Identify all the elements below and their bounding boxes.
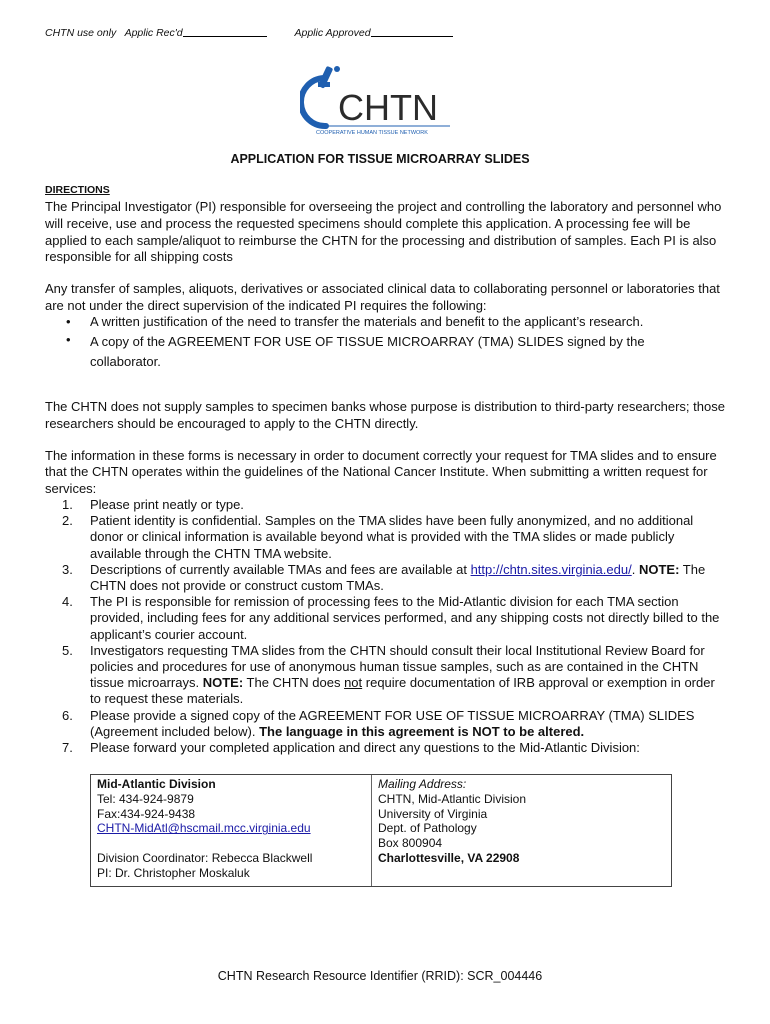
mailing-address-label: Mailing Address: [378, 777, 467, 791]
division-contact [97, 777, 365, 881]
information-paragraph: The information in these forms is necessary in order to document correctly your request for TMA slides and to ensure that the CHTN operates within the guidelines of the National Cancer Institute. When submitting a written request for services: [45, 448, 717, 496]
rrid-footer: CHTN Research Resource Identifier (RRID): SCR_004446 [217, 969, 543, 983]
specimen-banks-paragraph: The CHTN does not supply samples to specimen banks whose purpose is distribution to third-party researchers; those researchers should be encouraged to apply to the CHTN directly. [45, 399, 725, 431]
contact-table [90, 774, 672, 887]
pi-paragraph: The Principal Investigator (PI) responsible for overseeing the project and controlling the laboratory and personnel who will receive, use and process the requested specimens should complete this application. A processing fee will be applied to each sample/aliquot to reimburse the CHTN for the processing and distribution of samples. Each PI is also responsible for all shipping costs [45, 199, 722, 265]
address-city-line: Charlottesville, VA 22908 [378, 850, 520, 865]
principal-investigator: PI: Dr. Christopher Moskaluk [97, 865, 250, 880]
list-item: 5. Investigators requesting TMA slides from the CHTN should consult their local Institutional Review Board for policies and procedures for use of anonymous human tissue samples, such as are contained in the CHTN tissue microarrays. NOTE: The CHTN does not require documentation of IRB approval or exemption in order to request these materials. [62, 642, 715, 707]
address-line: Box 800904 [378, 836, 443, 851]
page-title: APPLICATION FOR TISSUE MICROARRAY SLIDES [230, 152, 530, 166]
applic-approved-label: Applic Approved [294, 27, 371, 39]
microscope-icon [300, 62, 460, 142]
telephone: Tel: 434-924-9879 [97, 791, 194, 806]
applic-approved-blank [371, 36, 453, 37]
bullet-icon: • [66, 314, 71, 329]
address-line: CHTN, Mid-Atlantic Division [378, 791, 527, 806]
address-line: University of Virginia [378, 806, 488, 821]
instructions-list [45, 497, 725, 756]
list-item: 2. Patient identity is confidential. Samples on the TMA slides have been fully anonymized, and no additional donor or clinical information is available beyond what is provided with the TMA slides or made publicly available through the CHTN TMA website. [62, 513, 694, 561]
list-item: 7. Please forward your completed application and direct any questions to the Mid-Atlantic Division: [62, 740, 640, 756]
list-item: 6. Please provide a signed copy of the AGREEMENT FOR USE OF TISSUE MICROARRAY (TMA) SLIDES (Agreement included below). The language in this agreement is NOT to be altered. [62, 707, 695, 739]
list-item: 1. Please print neatly or type. [62, 497, 244, 512]
list-item: 4. The PI is responsible for remission of processing fees to the Mid-Atlantic division for each TMA section provided, including fees for any additional services performed, and any shipping costs not directly billed to the applicant’s courier account. [62, 594, 720, 642]
office-use-header [45, 27, 453, 39]
email-link[interactable]: CHTN-MidAtl@hscmail.mcc.virginia.edu [97, 821, 311, 836]
column-divider [371, 775, 372, 886]
address-line: Dept. of Pathology [378, 821, 477, 836]
applic-recd-label: Applic Rec'd [124, 27, 183, 39]
logo-tagline: COOPERATIVE HUMAN TISSUE NETWORK [316, 130, 428, 136]
mailing-address [378, 777, 663, 866]
chtn-logo [300, 62, 460, 142]
division-coordinator: Division Coordinator: Rebecca Blackwell [97, 850, 313, 865]
directions-heading: DIRECTIONS [45, 184, 110, 196]
chtn-website-link[interactable]: http://chtn.sites.virginia.edu/ [470, 561, 632, 577]
division-name: Mid-Atlantic Division [97, 777, 216, 791]
bullet-icon: • [66, 332, 71, 347]
applic-recd-blank [183, 36, 267, 37]
logo-wordmark: CHTN [338, 87, 438, 128]
chtn-use-only-label: CHTN use only [45, 27, 117, 39]
bullet-item: • A written justification of the need to transfer the materials and benefit to the applicant’s research. [66, 314, 644, 329]
bullet-item: • A copy of the AGREEMENT FOR USE OF TISSUE MICROARRAY (TMA) SLIDES signed by the collaborator. [66, 332, 645, 369]
transfer-paragraph: Any transfer of samples, aliquots, derivatives or associated clinical data to collaborating personnel or laboratories that are not under the direct supervision of the indicated PI requires the following: [45, 281, 720, 313]
fax: Fax:434-924-9438 [97, 806, 196, 821]
list-item: 3. Descriptions of currently available TMAs and fees are available at http://chtn.sites.virginia.edu/. NOTE: The CHTN does not provide or construct custom TMAs. [62, 561, 706, 594]
